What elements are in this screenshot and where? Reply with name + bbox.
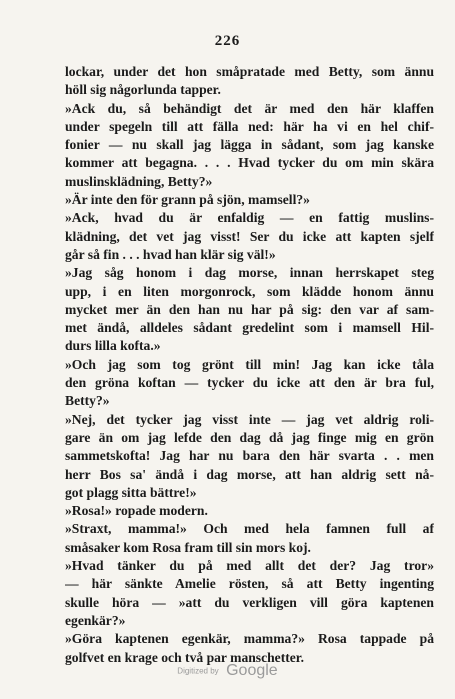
text-line: »Nej, det tycker jag visst inte — jag vet aldrig roli- xyxy=(65,411,434,427)
text-line: kommer att begagna. . . . Hvad tycker du om min skära xyxy=(65,155,434,171)
text-line: Betty?» xyxy=(65,393,110,409)
body-text xyxy=(65,63,434,667)
text-line: met ändå, alldeles sådant gredelint som i mamsell Hil- xyxy=(65,320,434,336)
watermark-brand: Google xyxy=(226,662,278,679)
text-line: got plagg sitta bättre!» xyxy=(65,484,197,500)
text-line: klädning, det vet jag visst! Ser du icke att kapten sjelf xyxy=(65,228,434,244)
text-line: herr Bos sa' ändå i dag morse, att han aldrig sett nå- xyxy=(65,466,434,482)
text-line: fonier — nu skall jag lägga in sådant, som jag kanske xyxy=(65,137,434,153)
text-line: småsaker kom Rosa fram till sin mors koj. xyxy=(65,539,311,555)
text-line: egenkär?» xyxy=(65,612,126,628)
text-line: under spegeln till att fälla ned: här ha vi en hel chif- xyxy=(65,118,434,134)
text-line: gare än om jag lefde den dag då jag finge mig en grön xyxy=(65,429,434,445)
watermark-prefix: Digitized by xyxy=(177,666,219,676)
text-line: »Straxt, mamma!» Och med hela famnen full af xyxy=(65,521,434,537)
text-line: går så fin . . . hvad han klär sig väl!» xyxy=(65,246,276,262)
text-line: durs lilla kofta.» xyxy=(65,338,161,354)
text-line: »Rosa!» ropade modern. xyxy=(65,503,208,519)
text-line: upp, i en liten morgonrock, som klädde honom ännu xyxy=(65,283,434,299)
text-line: »Göra kaptenen egenkär, mamma?» Rosa tappade på xyxy=(65,631,434,647)
text-line: höll sig någorlunda tapper. xyxy=(65,82,221,98)
text-line: den gröna koftan — tycker du icke att den är bra ful, xyxy=(65,375,434,391)
text-line: sammetskofta! Jag har nu bara den här svarta . . men xyxy=(65,448,434,464)
text-line: »Jag såg honom i dag morse, innan herrskapet steg xyxy=(65,265,434,281)
text-line: mycket mer än den han nu har på sig: den var af sam- xyxy=(65,301,434,317)
text-line: lockar, under det hon småpratade med Betty, som ännu xyxy=(65,64,434,79)
text-line: »Ack, hvad du är enfaldig — en fattig muslins- xyxy=(65,210,434,226)
digitization-watermark xyxy=(0,662,455,680)
text-line: skulle höra — »att du verkligen vill göra kaptenen xyxy=(65,594,434,610)
text-line: golfvet en krage och två par manschetter. xyxy=(65,649,304,665)
page-number: 226 xyxy=(214,33,241,49)
text-line: »Och jag som tog grönt till min! Jag kan icke tåla xyxy=(65,356,434,372)
text-line: — här sänkte Amelie rösten, så att Betty ingenting xyxy=(65,576,434,592)
text-line: »Hvad tänker du på med allt det der? Jag tror» xyxy=(65,558,434,574)
text-line: »Är inte den för grann på sjön, mamsell?» xyxy=(65,192,310,208)
text-line: »Ack du, så behändigt det är med den här klaffen xyxy=(65,100,434,116)
text-line: muslinsklädning, Betty?» xyxy=(65,173,213,189)
